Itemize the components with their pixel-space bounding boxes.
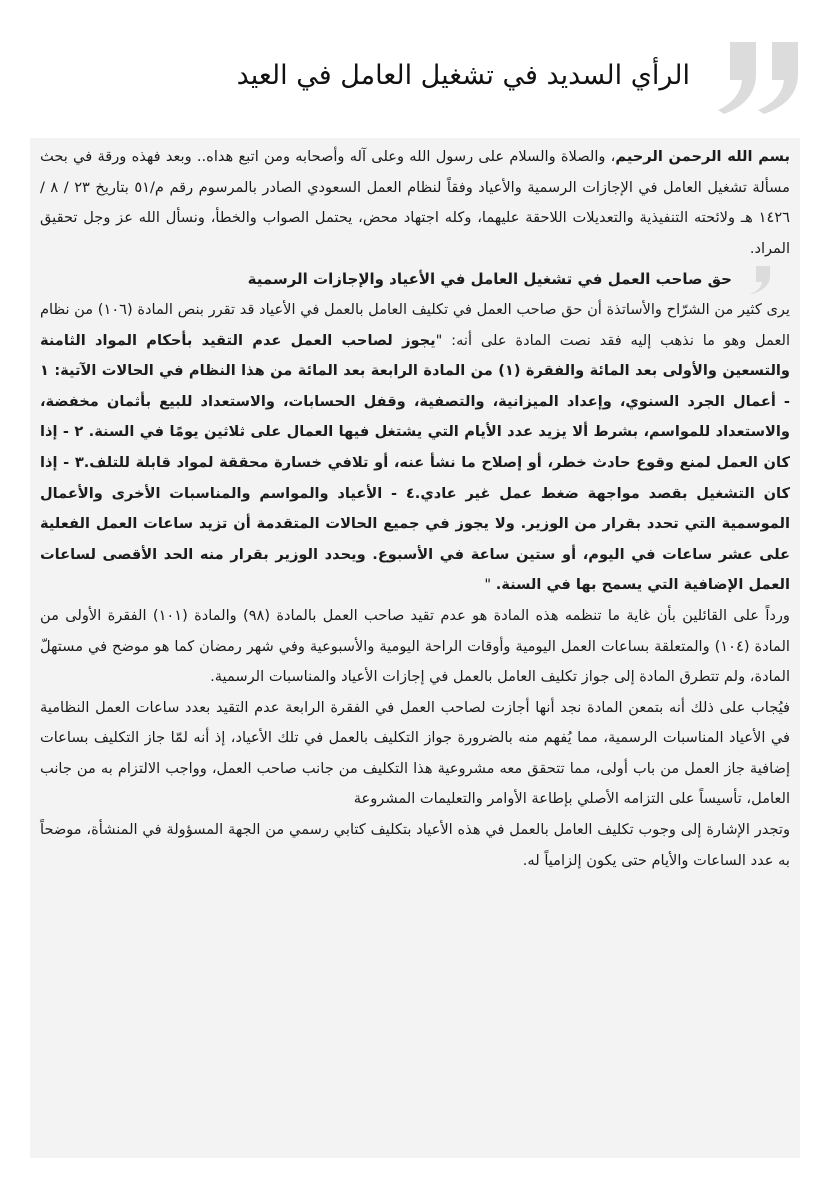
subheading-text: حق صاحب العمل في تشغيل العامل في الأعياد والإجازات الرسمية: [247, 270, 732, 289]
article-title: الرأي السديد في تشغيل العامل في العيد: [236, 60, 690, 91]
article-106-quote: يجوز لصاحب العمل عدم التقيد بأحكام المواد الثامنة والتسعين والأولى بعد المائة والفقرة (١) من المادة الرابعة بعد المائة من هذا النظام في الحالات الآتية: ١ - أعمال الجرد السنوي، وإعداد الميزانية، والتصفية، وقفل الحسابات، والاستعداد للبيع بأثمان مخفضة، والاستعداد للمواسم، بشرط ألا يزيد عدد الأيام التي يشتغل فيها العمال على ثلاثين يومًا في السنة. ٢ - إذا كان العمل لمنع وقوع حادث خطر، أو إصلاح ما نشأ عنه، أو تلافي خسارة محققة لمواد قابلة للتلف.٣ - إذا كان التشغيل بقصد مواجهة ضغط عمل غير عادي.٤ - الأعياد والمواسم والمناسبات الأخرى والأعمال الموسمية التي تحدد بقرار من الوزير. ولا يجوز في جميع الحالات المتقدمة أن تزيد ساعات العمل الفعلية على عشر ساعات في اليوم، أو ستين ساعة في الأسبوع. ويحدد الوزير بقرار منه الحد الأقصى لساعات العمل الإضافية التي يسمح بها في السنة.: [40, 331, 791, 594]
paragraph-article-106: [40, 295, 790, 601]
article-header: [28, 40, 798, 118]
paragraph-response: فيُجاب على ذلك أنه بتمعن المادة نجد أنها أجازت لصاحب العمل في الفقرة الرابعة عدم التقيد بعدد ساعات العمل النظامية في الأعياد المناسبات الرسمية، مما يُفهم منه بالضرورة جواز التكليف بالعمل في تلك الأعياد، إذ أنه لمّا جاز التكليف بساعات إضافية جاز العمل من باب أولى، مما تتحقق معه مشروعية هذا التكليف من جانب صاحب العمل، وواجب الالتزام به من جانب العامل، تأسيساً على التزامه الأصلي بإطاعة الأوامر والتعليمات المشروعة: [40, 698, 790, 808]
section-subheading: [40, 264, 790, 295]
p1-close: ": [484, 576, 496, 594]
intro-paragraph: [40, 142, 790, 264]
quotation-mark-icon: [718, 40, 798, 114]
paragraph-note: وتجدر الإشارة إلى وجوب تكليف العامل بالعمل في هذه الأعياد بتكليف كتابي رسمي من الجهة المسؤولة في المنشأة، موضحاً به عدد الساعات والأيام حتى يكون إلزامياً له.: [40, 821, 790, 869]
article-content: [40, 142, 790, 876]
bismillah-text: بسم الله الرحمن الرحيم: [615, 148, 790, 165]
paragraph-objection: ورداً على القائلين بأن غاية ما تنظمه هذه المادة هو عدم تقيد صاحب العمل بالمادة (٩٨) والمادة (١٠١) الفقرة الأولى من المادة (١٠٤) والمتعلقة بساعات العمل اليومية وأوقات الراحة اليومية والأسبوعية وفي شهر رمضان كما هو موضح في مستهلّ المادة، ولم تتطرق المادة إلى جواز تكليف العامل بالعمل في إجازات الأعياد والمناسبات الرسمية.: [40, 606, 790, 686]
intro-text: ، والصلاة والسلام على رسول الله وعلى آله وأصحابه ومن اتبع هداه.. وبعد فهذه ورقة في بحث مسألة تشغيل العامل في الإجازات الرسمية والأعياد وفقاً لنظام العمل السعودي الصادر بالمرسوم رقم م/٥١ بتاريخ ٢٣ / ٨ / ١٤٢٦ هـ ولائحته التنفيذية والتعديلات اللاحقة عليهما، وكله اجتهاد محض، يحتمل الصواب والخطأ، ونسأل الله عز وجل تحقيق المراد.: [40, 148, 790, 257]
p1-normal-text: يرى كثير من الشرّاح والأساتذة أن حق صاحب العمل في تكليف العامل بالعمل في الأعياد قد تقرر بنص المادة (١٠٦) من نظام العمل وهو ما نذهب إليه فقد نصت المادة على أنه: ": [40, 300, 790, 349]
quotation-mark-icon: [748, 266, 770, 294]
